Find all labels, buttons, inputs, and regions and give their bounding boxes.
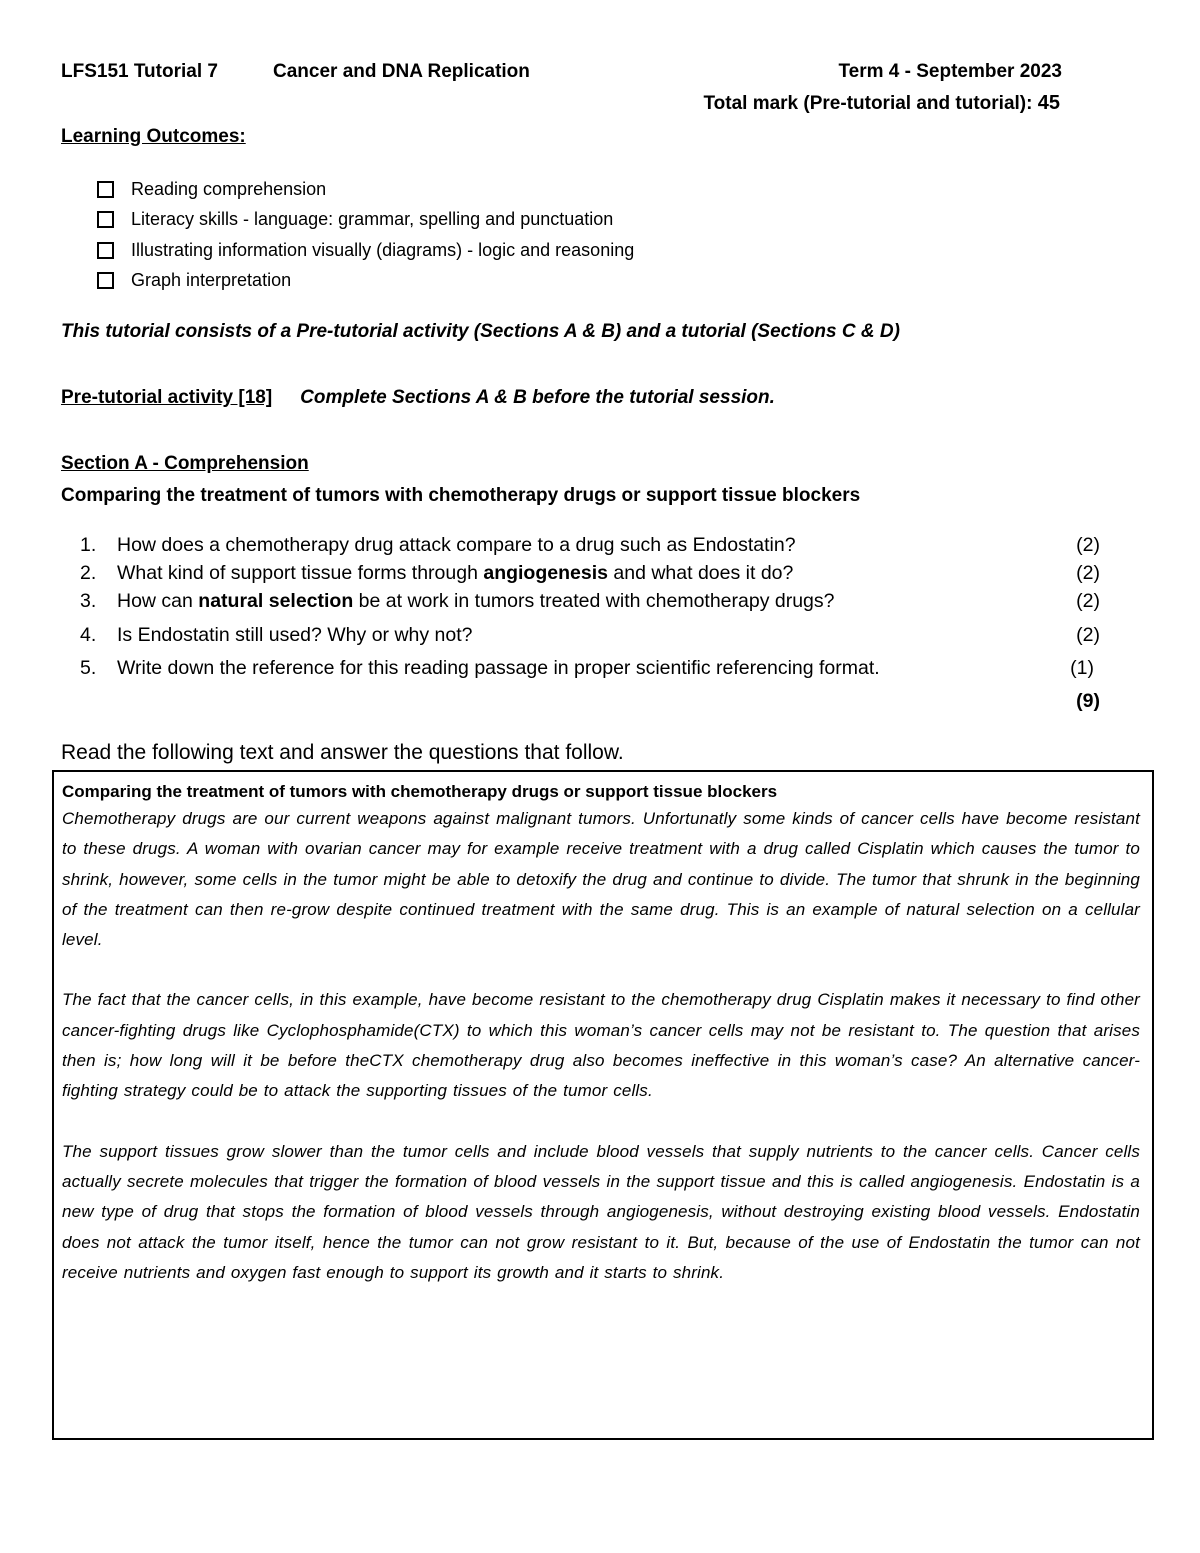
checkbox-icon <box>97 181 114 198</box>
total-mark <box>703 92 1060 115</box>
question-text: Is Endostatin still used? Why or why not? <box>117 624 473 646</box>
pre-tutorial-instruction: Complete Sections A & B before the tutorial session. <box>300 387 775 408</box>
learning-outcome-item: Literacy skills - language: grammar, spelling and punctuation <box>97 205 634 236</box>
question-item: 4. Is Endostatin still used? Why or why not? (2) <box>80 624 1100 646</box>
question-text: Write down the reference for this reading passage in proper scientific referencing format. <box>117 657 880 679</box>
total-mark-label: Total mark (Pre-tutorial and tutorial): <box>703 93 1033 114</box>
question-item: 3. How can natural selection be at work in tumors treated with chemotherapy drugs? (2) <box>80 590 1100 612</box>
question-text: How does a chemotherapy drug attack compare to a drug such as Endostatin? <box>117 534 796 556</box>
reading-instruction: Read the following text and answer the questions that follow. <box>61 741 624 764</box>
section-a-total: (9) <box>1076 690 1100 712</box>
learning-outcome-item: Graph interpretation <box>97 266 634 297</box>
learning-outcomes-title: Learning Outcomes: <box>61 126 246 147</box>
checkbox-icon <box>97 211 114 228</box>
question-marks: (2) <box>1076 562 1100 584</box>
course-code: LFS151 Tutorial 7 <box>61 61 218 82</box>
question-item: 5. Write down the reference for this reading passage in proper scientific referencing format. (1) <box>80 657 1094 679</box>
term-date: Term 4 - September 2023 <box>838 61 1062 82</box>
reading-paragraph: Chemotherapy drugs are our current weapons against malignant tumors. Unfortunatly some kinds of cancer cells have become resistant to these drugs. A woman with ovarian cancer may for example receive treatment with a drug called Cisplatin which causes the tumor to shrink, however, some cells in the tumor might be able to detoxify the drug and continue to divide. The tumor that shrunk in the beginning of the treatment can then re-grow despite continued treatment with the same drug. This is an example of natural selection on a cellular level. <box>62 809 1140 950</box>
question-marks: (2) <box>1076 624 1100 646</box>
learning-outcome-item: Reading comprehension <box>97 174 634 205</box>
tutorial-intro: This tutorial consists of a Pre-tutorial activity (Sections A & B) and a tutorial (Sections C & D) <box>61 321 900 342</box>
question-marks: (2) <box>1076 534 1100 556</box>
question-item: 1. How does a chemotherapy drug attack compare to a drug such as Endostatin? (2) <box>80 534 1100 556</box>
section-a-subtitle: Comparing the treatment of tumors with chemotherapy drugs or support tissue blockers <box>61 485 861 506</box>
question-marks: (1) <box>1070 657 1094 679</box>
checkbox-icon <box>97 242 114 259</box>
reading-paragraph: The support tissues grow slower than the tumor cells and include blood vessels that supply nutrients to the cancer cells. Cancer cells actually secrete molecules that trigger the formation of blood vessels in the support tissue and this is called angiogenesis. Endostatin is a new type of drug that stops the formation of blood vessels through angiogenesis, without destroying existing blood vessels. Endostatin does not attack the tumor itself, hence the tumor can not grow resistant to it. But, because of the use of Endostatin the tumor can not receive nutrients and oxygen fast enough to support its growth and it starts to shrink. <box>62 1141 1140 1282</box>
reading-passage-box <box>52 770 1154 1440</box>
tutorial-topic: Cancer and DNA Replication <box>273 61 530 82</box>
reading-paragraph: The fact that the cancer cells, in this example, have become resistant to the chemotherapy drug Cisplatin makes it necessary to find other cancer-fighting drugs like Cyclophosphamide(CTX) to which this woman’s cancer cells may not be resistant to. The question that arises then is; how long will it be before theCTX chemotherapy drug also becomes ineffective in this woman’s case? An alternative cancer-fighting strategy could be to attack the supporting tissues of the tumor cells. <box>62 990 1140 1101</box>
question-text: How can natural selection be at work in tumors treated with chemotherapy drugs? <box>117 590 835 612</box>
learning-outcomes-list <box>97 174 634 296</box>
question-item: 2. What kind of support tissue forms through angiogenesis and what does it do? (2) <box>80 562 1100 584</box>
section-a-title: Section A - Comprehension <box>61 453 309 474</box>
total-mark-value: 45 <box>1037 92 1060 114</box>
question-marks: (2) <box>1076 590 1100 612</box>
reading-passage-title: Comparing the treatment of tumors with chemotherapy drugs or support tissue blockers <box>62 782 778 801</box>
question-text: What kind of support tissue forms through angiogenesis and what does it do? <box>117 562 794 584</box>
pre-tutorial-line <box>61 387 775 409</box>
checkbox-icon <box>97 272 114 289</box>
pre-tutorial-label: Pre-tutorial activity [18] <box>61 387 273 408</box>
learning-outcome-item: Illustrating information visually (diagrams) - logic and reasoning <box>97 235 634 266</box>
